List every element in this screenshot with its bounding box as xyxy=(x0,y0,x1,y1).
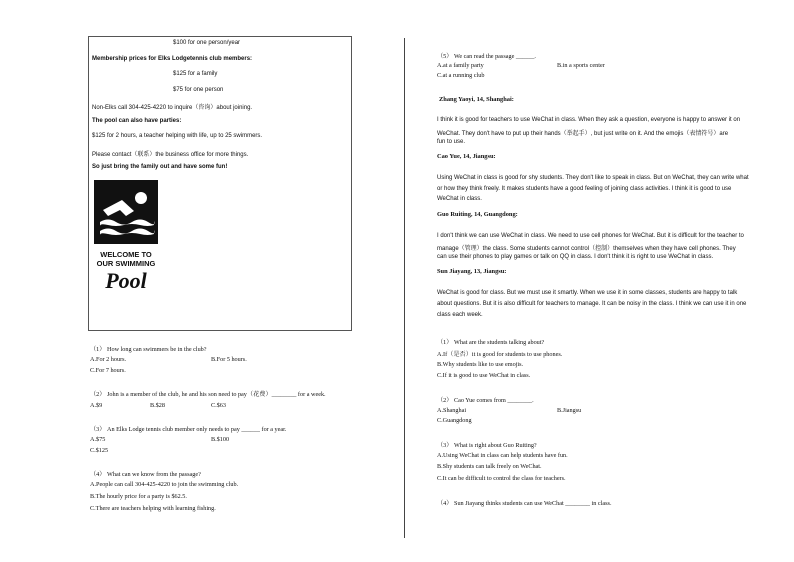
student-1-line-1: I think it is good for teachers to use WeChat in class. When they ask a question, everyone is happy to answer it on xyxy=(437,117,741,123)
student-name-3: Guo Ruiting, 14, Guangdong: xyxy=(437,211,518,218)
notice-line-7: $125 for 2 hours, a teacher helping with life, up to 25 swimmers. xyxy=(92,133,263,139)
notice-line-8: Please contact（联系）the business office for more things. xyxy=(92,152,249,158)
student-2-line-1: Using WeChat in class is good for shy students. They don't like to speak in class. But on WeChat, they can write what xyxy=(437,175,749,181)
q4-option-a[interactable]: A.People can call 304-425-4220 to join the swimming club. xyxy=(90,481,239,488)
q2-option-b[interactable]: B.$28 xyxy=(150,402,165,409)
logo-text-2: OUR SWIMMING xyxy=(96,259,156,268)
question-5: （5） We can read the passage ______. xyxy=(437,53,536,60)
q5-option-c[interactable]: C.at a running club xyxy=(437,72,485,79)
student-3-line-2: manage（管理）the class. Some students cannot control（控制）themselves when they have cell phones. They xyxy=(437,246,736,252)
r-question-4: （4） Sun Jiayang thinks students can use WeChat ________ in class. xyxy=(437,500,612,507)
q4-option-c[interactable]: C.There are teachers helping with learning fishing. xyxy=(90,505,216,512)
student-4-line-3: class each week. xyxy=(437,312,483,318)
r-q2-option-c[interactable]: C.Guangdong xyxy=(437,417,472,424)
student-2-line-2: or how they think freely. It makes students have a good feeling of joining class activities. I think it is good to use xyxy=(437,186,732,192)
r-q3-option-c[interactable]: C.It can be difficult to control the class for teachers. xyxy=(437,475,566,482)
q5-option-a[interactable]: A.at a family party xyxy=(437,62,484,69)
student-1-line-2: WeChat. They don't have to put up their hands（举起手）, but just write on it. And the emojis（表情符号）are xyxy=(437,131,729,137)
q3-option-b[interactable]: B.$100 xyxy=(211,436,230,443)
student-2-line-3: WeChat in class. xyxy=(437,196,482,202)
notice-line-4: $75 for one person xyxy=(173,87,224,93)
student-3-line-3: can use their phones to play games or talk on QQ in class. I don't think it is right to use WeChat in class. xyxy=(437,254,714,260)
column-divider xyxy=(404,38,405,538)
r-q3-option-a[interactable]: A.Using WeChat in class can help students have fun. xyxy=(437,452,568,459)
q5-option-b[interactable]: B.in a sports center xyxy=(557,62,605,69)
r-question-3: （3） What is right about Guo Ruiting? xyxy=(437,442,537,449)
r-q1-option-a[interactable]: A.If（是否）it is good for students to use phones. xyxy=(437,351,563,358)
swimming-pool-logo xyxy=(94,180,158,295)
swimmer-icon xyxy=(94,180,158,295)
notice-line-1: $100 for one person/year xyxy=(173,40,241,46)
r-q2-option-a[interactable]: A.Shanghai xyxy=(437,407,467,414)
student-1-line-3: fun to use. xyxy=(437,139,466,145)
student-4-line-2: about questions. But it is also difficult for teachers to manage. It can be noisy in the class. I think we can use it in one xyxy=(437,301,747,307)
r-question-2: （2） Cao Yue comes from ________. xyxy=(437,397,534,404)
q3-option-a[interactable]: A.$75 xyxy=(90,436,106,443)
r-question-1: （1） What are the students talking about? xyxy=(437,339,545,346)
notice-line-2: Membership prices for Elks Lodgetennis club members: xyxy=(92,56,253,62)
r-q2-option-b[interactable]: B.Jiangsu xyxy=(557,407,582,414)
question-4: （4） What can we know from the passage? xyxy=(90,471,201,478)
student-3-line-1: I don't think we can use WeChat in class. We need to use cell phones for WeChat. But it is difficult for the teacher to xyxy=(437,233,744,239)
notice-line-6: The pool can also have parties: xyxy=(92,118,182,124)
q2-option-a[interactable]: A.$9 xyxy=(90,402,103,409)
r-q1-option-c[interactable]: C.If it is good to use WeChat in class. xyxy=(437,372,531,379)
question-1: （1） How long can swimmers be in the club? xyxy=(90,346,207,353)
q1-option-a[interactable]: A.For 2 hours. xyxy=(90,356,127,363)
logo-text-1: WELCOME TO xyxy=(100,250,152,259)
r-q1-option-b[interactable]: B.Why students like to use emojis. xyxy=(437,361,524,368)
q1-option-c[interactable]: C.For 7 hours. xyxy=(90,367,126,374)
q2-option-c[interactable]: C.$63 xyxy=(211,402,226,409)
r-q3-option-b[interactable]: B.Shy students can talk freely on WeChat. xyxy=(437,463,542,470)
q3-option-c[interactable]: C.$125 xyxy=(90,447,109,454)
q1-option-b[interactable]: B.For 5 hours. xyxy=(211,356,247,363)
student-name-4: Sun Jiayang, 13, Jiangsu: xyxy=(437,268,507,275)
question-2: （2） John is a member of the club, he and his son need to pay（花费）________ for a week. xyxy=(90,391,326,398)
logo-text-3: Pool xyxy=(105,268,147,293)
notice-line-9: So just bring the family out and have some fun! xyxy=(92,164,228,170)
student-4-line-1: WeChat is good for class. But we must use it smartly. When we use it in some classes, students are happy to talk xyxy=(437,290,738,296)
q4-option-b[interactable]: B.The hourly price for a party is $62.5. xyxy=(90,493,187,500)
notice-line-3: $125 for a family xyxy=(173,71,218,77)
student-name-1: Zhang Yaoyi, 14, Shanghai: xyxy=(439,96,514,103)
notice-box xyxy=(88,36,352,331)
student-name-2: Cao Yue, 14, Jiangsu: xyxy=(437,153,496,160)
question-3: （3） An Elks Lodge tennis club member only needs to pay ______ for a year. xyxy=(90,426,287,433)
notice-line-5: Non-Elks call 304-425-4220 to inquire（咨询）about joining. xyxy=(92,105,253,111)
